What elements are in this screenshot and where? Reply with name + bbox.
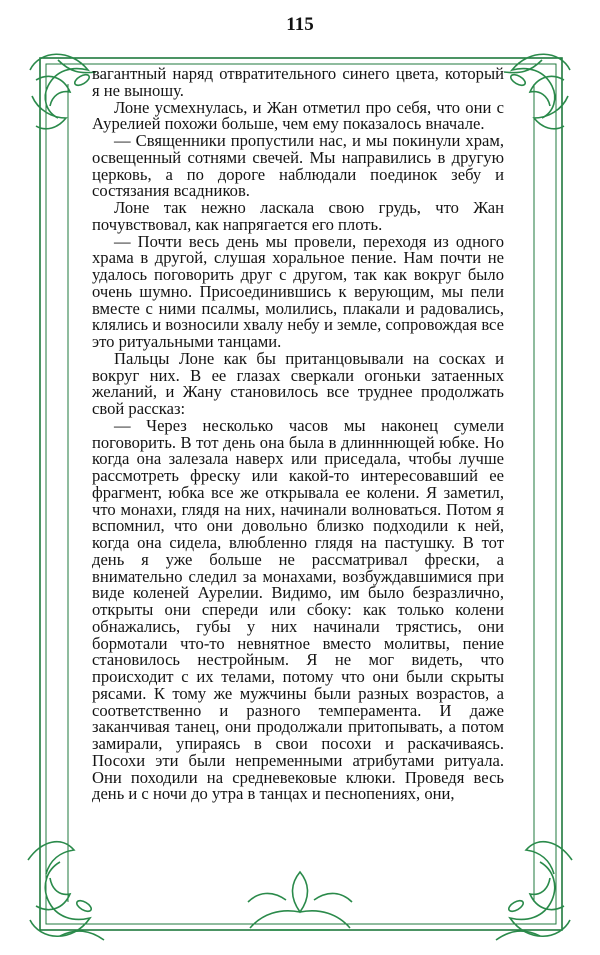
ornament-bottom-center — [248, 872, 352, 930]
body-text — [92, 66, 504, 803]
paragraph: Лоне усмехнулась, и Жан отметил про себя, что они с Аурелией похожи больше, чем ему показалось вначале. — [92, 97, 504, 134]
paragraph: — Священники пропустили нас, и мы покинули храм, освещенный сотнями свечей. Мы направились в другую церковь, а по дороге наблюдали поединок зебу и состязания всадников. — [92, 131, 504, 201]
paragraph: вагантный наряд отвратительного синего цвета, который я не выношу. — [92, 64, 504, 100]
paragraph: — Через несколько часов мы наконец сумели поговорить. В тот день она была в длинннющей юбке. Но когда она залезала наверх или приседала, чтобы лучше рассмотреть фреску или какой-то интересовавший ее фрагмент, юбка все же открывала ее колени. Я заметил, что монахи, глядя на них, начинали волноваться. Потом я вспомнил, что они довольно близко подходили к ней, когда она сидела, влюбленно глядя на пастушку. В тот день я уже больше не рассматривал фрески, а внимательно следил за монахами, возбуждавшимися при виде коленей Аурелии. Видимо, им было безразлично, открыты они спереди или сбоку: как только колени обнажались, губы у них начинали трястись, они бормотали что-то невнятное вместо молитвы, пение становилось нестройным. Я не мог видеть, что происходит с их телами, потому что они были скрыты рясами. К тому же мужчины были разных возрастов, а соответственно и разного темперамента. И даже заканчивая танец, они продолжали притопывать, а потом замирали, упираясь в свои посохи и раскачиваясь. Посохи эти были непременными атрибутами ритуала. Они походили на средневековые клюки. Проведя весь день и с ночи до утра в танцах и песнопениях, они, — [92, 415, 504, 804]
paragraph: Пальцы Лоне как бы пританцовывали на сосках и вокруг них. В ее глазах сверкали огоньки затаенных желаний, и Жану становилось все труднее продолжать свой рассказ: — [92, 348, 504, 418]
paragraph: — Почти весь день мы провели, переходя из одного храма в другой, слушая хоральное пение. Нам почти не удалось поговорить друг с другом, так как вокруг было очень шумно. Присоединившись к верующим, мы пели вместе с ними псалмы, молились, плакали и радовались, клялись и возносили хвалу небу и земле, сопровождая все это ритуальными танцами. — [92, 231, 504, 351]
ornament-top-right — [504, 54, 570, 129]
paragraph: Лоне так нежно ласкала свою грудь, что Жан почувствовал, как напрягается его плоть. — [92, 198, 504, 234]
page-number: 115 — [286, 14, 314, 35]
